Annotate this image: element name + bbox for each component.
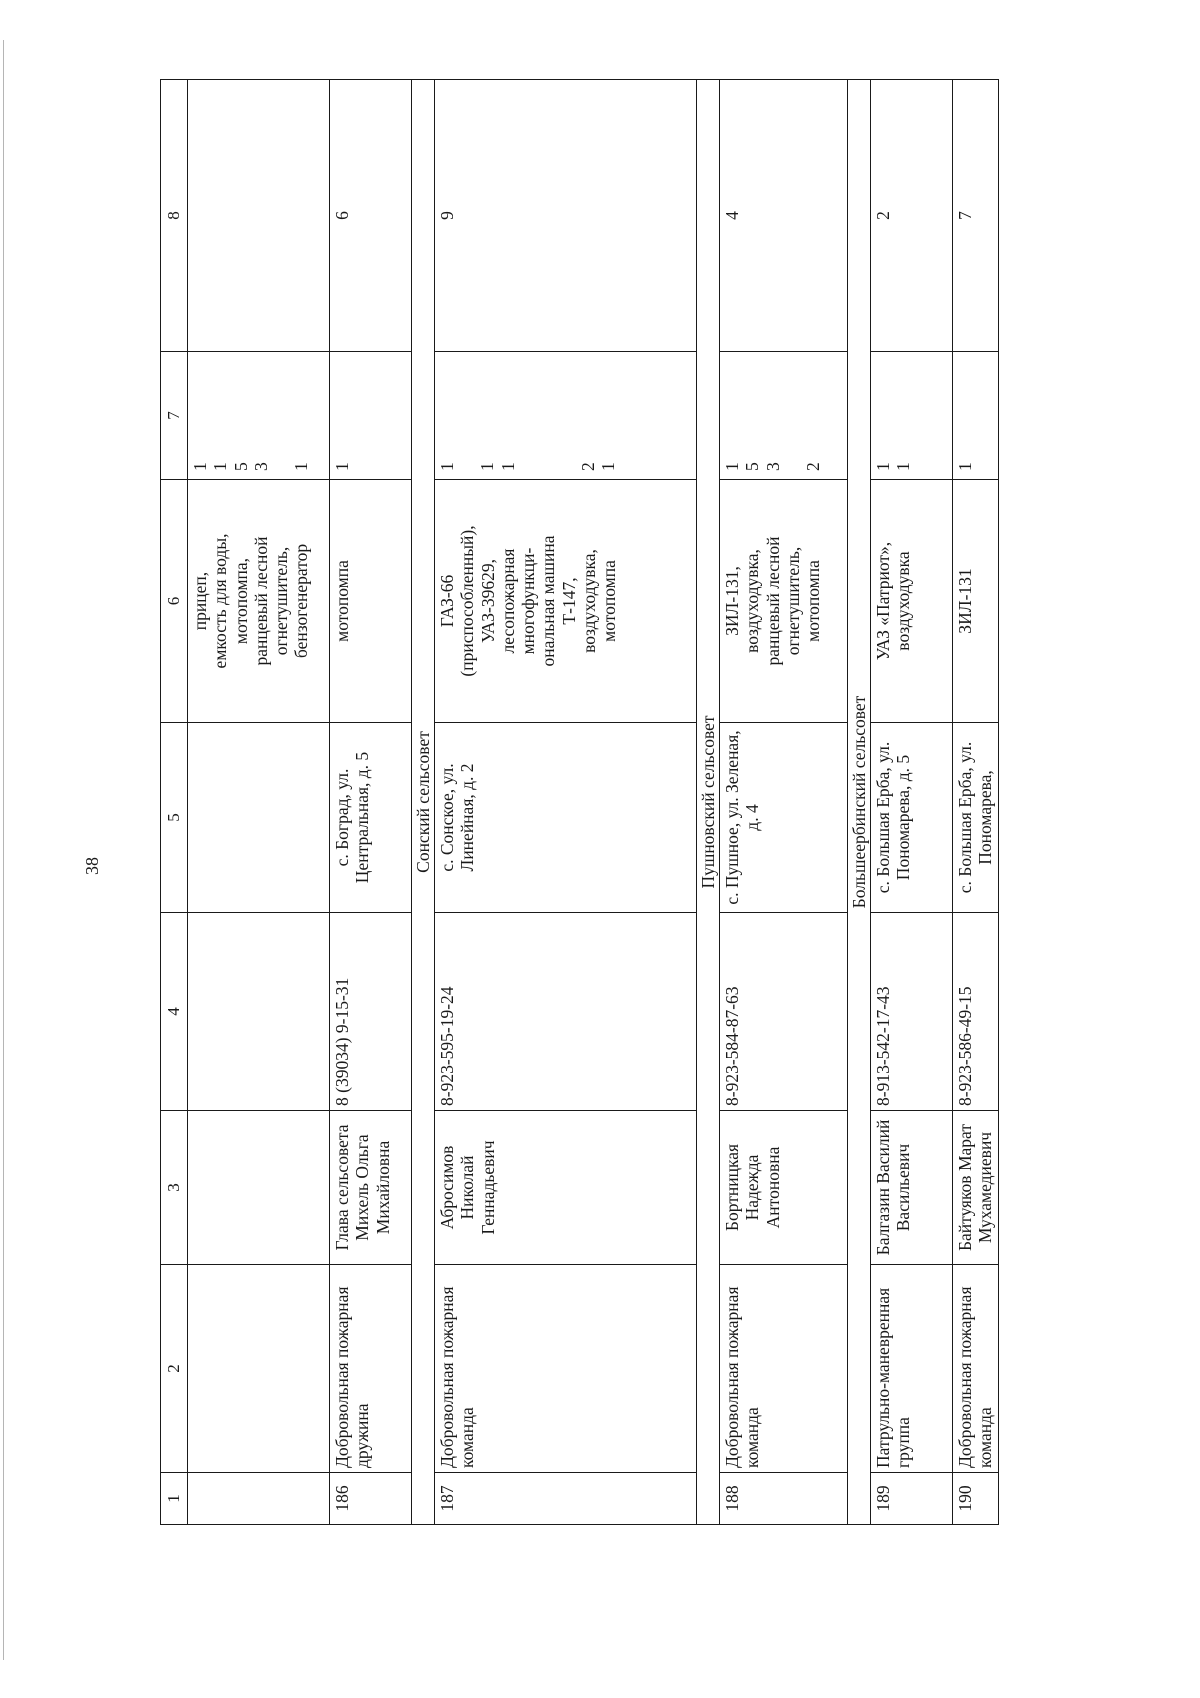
personnel-cell: 2 [871,80,953,352]
head-cell: Абросимов Николай Геннадьевич [435,1111,697,1265]
table-row [720,80,848,1525]
equipment-cell: ГАЗ-66 (приспособленный), УАЗ-39629, лесопожарная многофункци- ональная машина Т-147, воздуходувка, мотопомпа [435,480,697,723]
table-row [953,80,999,1525]
section-title: Сонский сельсовет [412,80,435,1525]
quantity-cell: 1 5 3 2 [720,352,848,480]
personnel-cell: 6 [330,80,412,352]
head-cell: Балгазин Василий Васильевич [871,1111,953,1265]
page-number: 38 [82,857,102,875]
equipment-cell: мотопомпа [330,480,412,723]
formation-cell: Добровольная пожарная команда [720,1265,848,1473]
phone-cell: 8-923-586-49-15 [953,913,999,1111]
equipment-cell: ЗИЛ-131, воздуходувка, ранцевый лесной огнетушитель, мотопомпа [720,480,848,723]
table-row [188,80,330,1525]
row-number: 186 [330,1473,412,1525]
table-row [330,80,412,1525]
personnel-cell: 4 [720,80,848,352]
address-cell: с. Пушное, ул. Зеленая, д. 4 [720,723,848,913]
quantity-cell: 1 1 5 3 1 [188,352,330,480]
col-num-1: 1 [161,1473,188,1525]
personnel-cell: 7 [953,80,999,352]
phone-cell: 8-923-584-87-63 [720,913,848,1111]
formation-cell: Патрульно-маневренная группа [871,1265,953,1473]
table-row [871,80,953,1525]
phone-cell: 8 (39034) 9-15-31 [330,913,412,1111]
address-cell: с. Боград, ул. Центральная, д. 5 [330,723,412,913]
col-num-7: 7 [161,352,188,480]
col-num-5: 5 [161,723,188,913]
quantity-cell: 1 [330,352,412,480]
quantity-cell: 1 1 [871,352,953,480]
quantity-cell: 1 1 1 2 1 [435,352,697,480]
fire-brigades-table [160,79,999,1525]
equipment-cell: УАЗ «Патриот», воздуходувка [871,480,953,723]
col-num-3: 3 [161,1111,188,1265]
section-title: Пушновский сельсовет [697,80,720,1525]
col-num-2: 2 [161,1265,188,1473]
column-number-row [161,80,188,1525]
col-num-6: 6 [161,480,188,723]
col-num-8: 8 [161,80,188,352]
table-row [435,80,697,1525]
head-cell: Глава сельсовета Михель Ольга Михайловна [330,1111,412,1265]
row-number: 190 [953,1473,999,1525]
quantity-cell: 1 [953,352,999,480]
formation-cell: Добровольная пожарная команда [435,1265,697,1473]
section-title: Большеербинский сельсовет [848,80,871,1525]
scan-margin-line [3,40,4,1660]
row-number: 188 [720,1473,848,1525]
equipment-cell: прицеп, емкость для воды, мотопомпа, ранцевый лесной огнетушитель, бензогенератор [188,480,330,723]
col-num-4: 4 [161,913,188,1111]
row-number: 189 [871,1473,953,1525]
section-row [848,80,871,1525]
row-number: 187 [435,1473,697,1525]
formation-cell: Добровольная пожарная команда [953,1265,999,1473]
phone-cell: 8-913-542-17-43 [871,913,953,1111]
section-row [412,80,435,1525]
formation-cell: Добровольная пожарная дружина [330,1265,412,1473]
address-cell: с. Сонское, ул. Линейная, д. 2 [435,723,697,913]
address-cell: с. Большая Ерба, ул. Пономарева, д. 5 [871,723,953,913]
head-cell: Бортницкая Надежда Антоновна [720,1111,848,1265]
equipment-cell: ЗИЛ-131 [953,480,999,723]
head-cell: Байтуяков Марат Мухамедиевич [953,1111,999,1265]
personnel-cell: 9 [435,80,697,352]
rotated-table-wrapper [160,80,1200,1525]
section-row [697,80,720,1525]
address-cell: с. Большая Ерба, ул. Пономарева, [953,723,999,913]
phone-cell: 8-923-595-19-24 [435,913,697,1111]
